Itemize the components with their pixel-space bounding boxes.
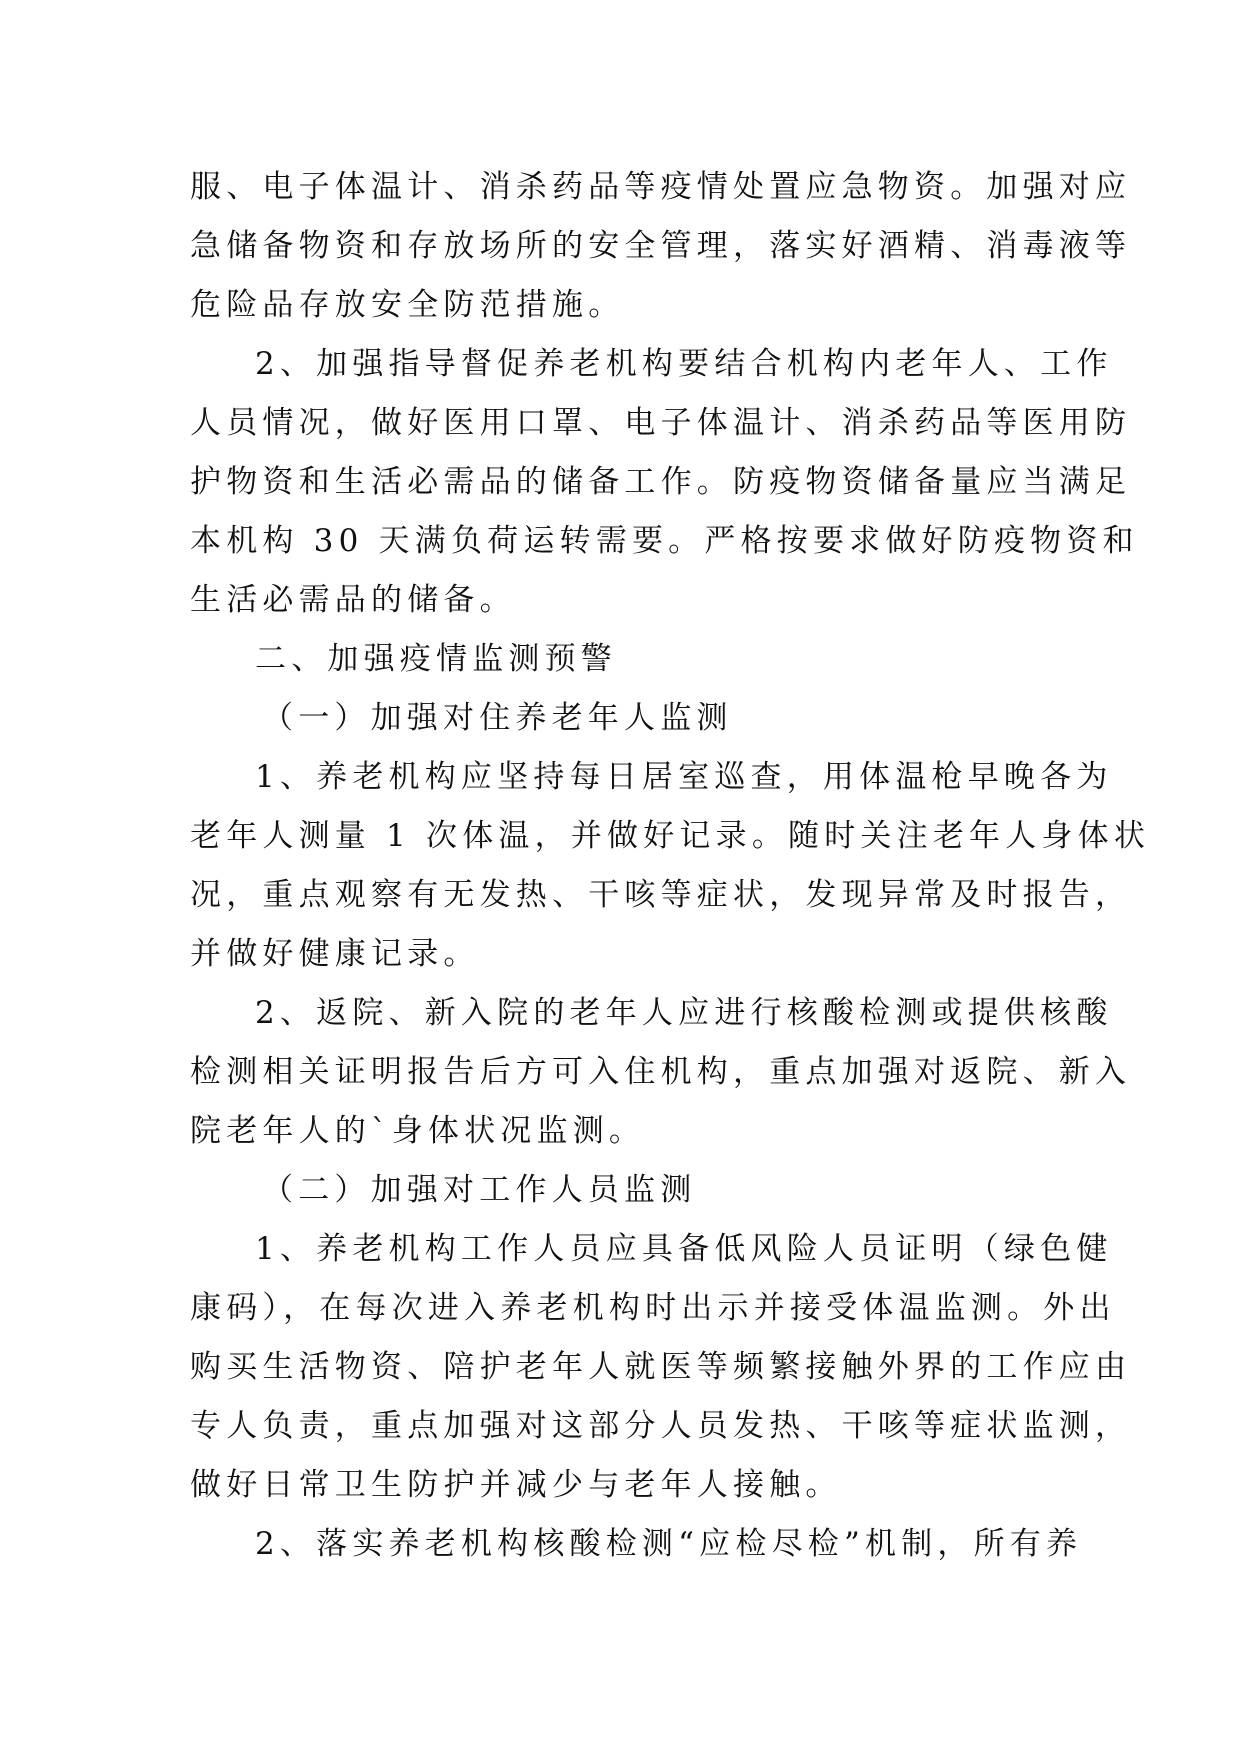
text-line: 人员情况，做好医用口罩、电子体温计、消杀药品等医用防 <box>190 405 1132 441</box>
text-line: 并做好健康记录。 <box>190 936 480 972</box>
text-line: 危险品存放安全防范措施。 <box>190 287 625 323</box>
text-line: 生活必需品的储备。 <box>190 582 516 618</box>
text-line: 检测相关证明报告后方可入住机构，重点加强对返院、新入 <box>190 1054 1132 1090</box>
text-line: 1、养老机构工作人员应具备低风险人员证明（绿色健 <box>255 1231 1113 1267</box>
text-line: 专人负责，重点加强对这部分人员发热、干咳等症状监测， <box>190 1408 1132 1444</box>
text-line: 2、加强指导督促养老机构要结合机构内老年人、工作 <box>255 346 1113 382</box>
text-line: 况，重点观察有无发热、干咳等症状，发现异常及时报告， <box>190 877 1132 913</box>
text-line: 康码），在每次进入养老机构时出示并接受体温监测。外出 <box>190 1290 1116 1326</box>
text-line: 做好日常卫生防护并减少与老年人接触。 <box>190 1467 842 1503</box>
text-line: 急储备物资和存放场所的安全管理，落实好酒精、消毒液等 <box>190 228 1132 264</box>
subsection-heading: （一）加强对住养老年人监测 <box>262 700 733 736</box>
section-heading: 二、加强疫情监测预警 <box>255 641 617 677</box>
text-line: 购买生活物资、陪护老年人就医等频繁接触外界的工作应由 <box>190 1349 1132 1385</box>
text-line: 院老年人的`身体状况监测。 <box>190 1113 646 1149</box>
text-line: 1、养老机构应坚持每日居室巡查，用体温枪早晚各为 <box>255 759 1113 795</box>
text-line: 护物资和生活必需品的储备工作。防疫物资储备量应当满足 <box>190 464 1132 500</box>
text-line: 老年人测量 1 次体温，并做好记录。随时关注老年人身体状 <box>190 818 1151 854</box>
text-line: 2、返院、新入院的老年人应进行核酸检测或提供核酸 <box>255 995 1113 1031</box>
text-line: 2、落实养老机构核酸检测“应检尽检”机制，所有养 <box>255 1526 1083 1562</box>
text-line: 本机构 30 天满负荷运转需要。严格按要求做好防疫物资和 <box>190 523 1139 559</box>
text-line: 服、电子体温计、消杀药品等疫情处置应急物资。加强对应 <box>190 169 1132 205</box>
subsection-heading: （二）加强对工作人员监测 <box>262 1172 697 1208</box>
